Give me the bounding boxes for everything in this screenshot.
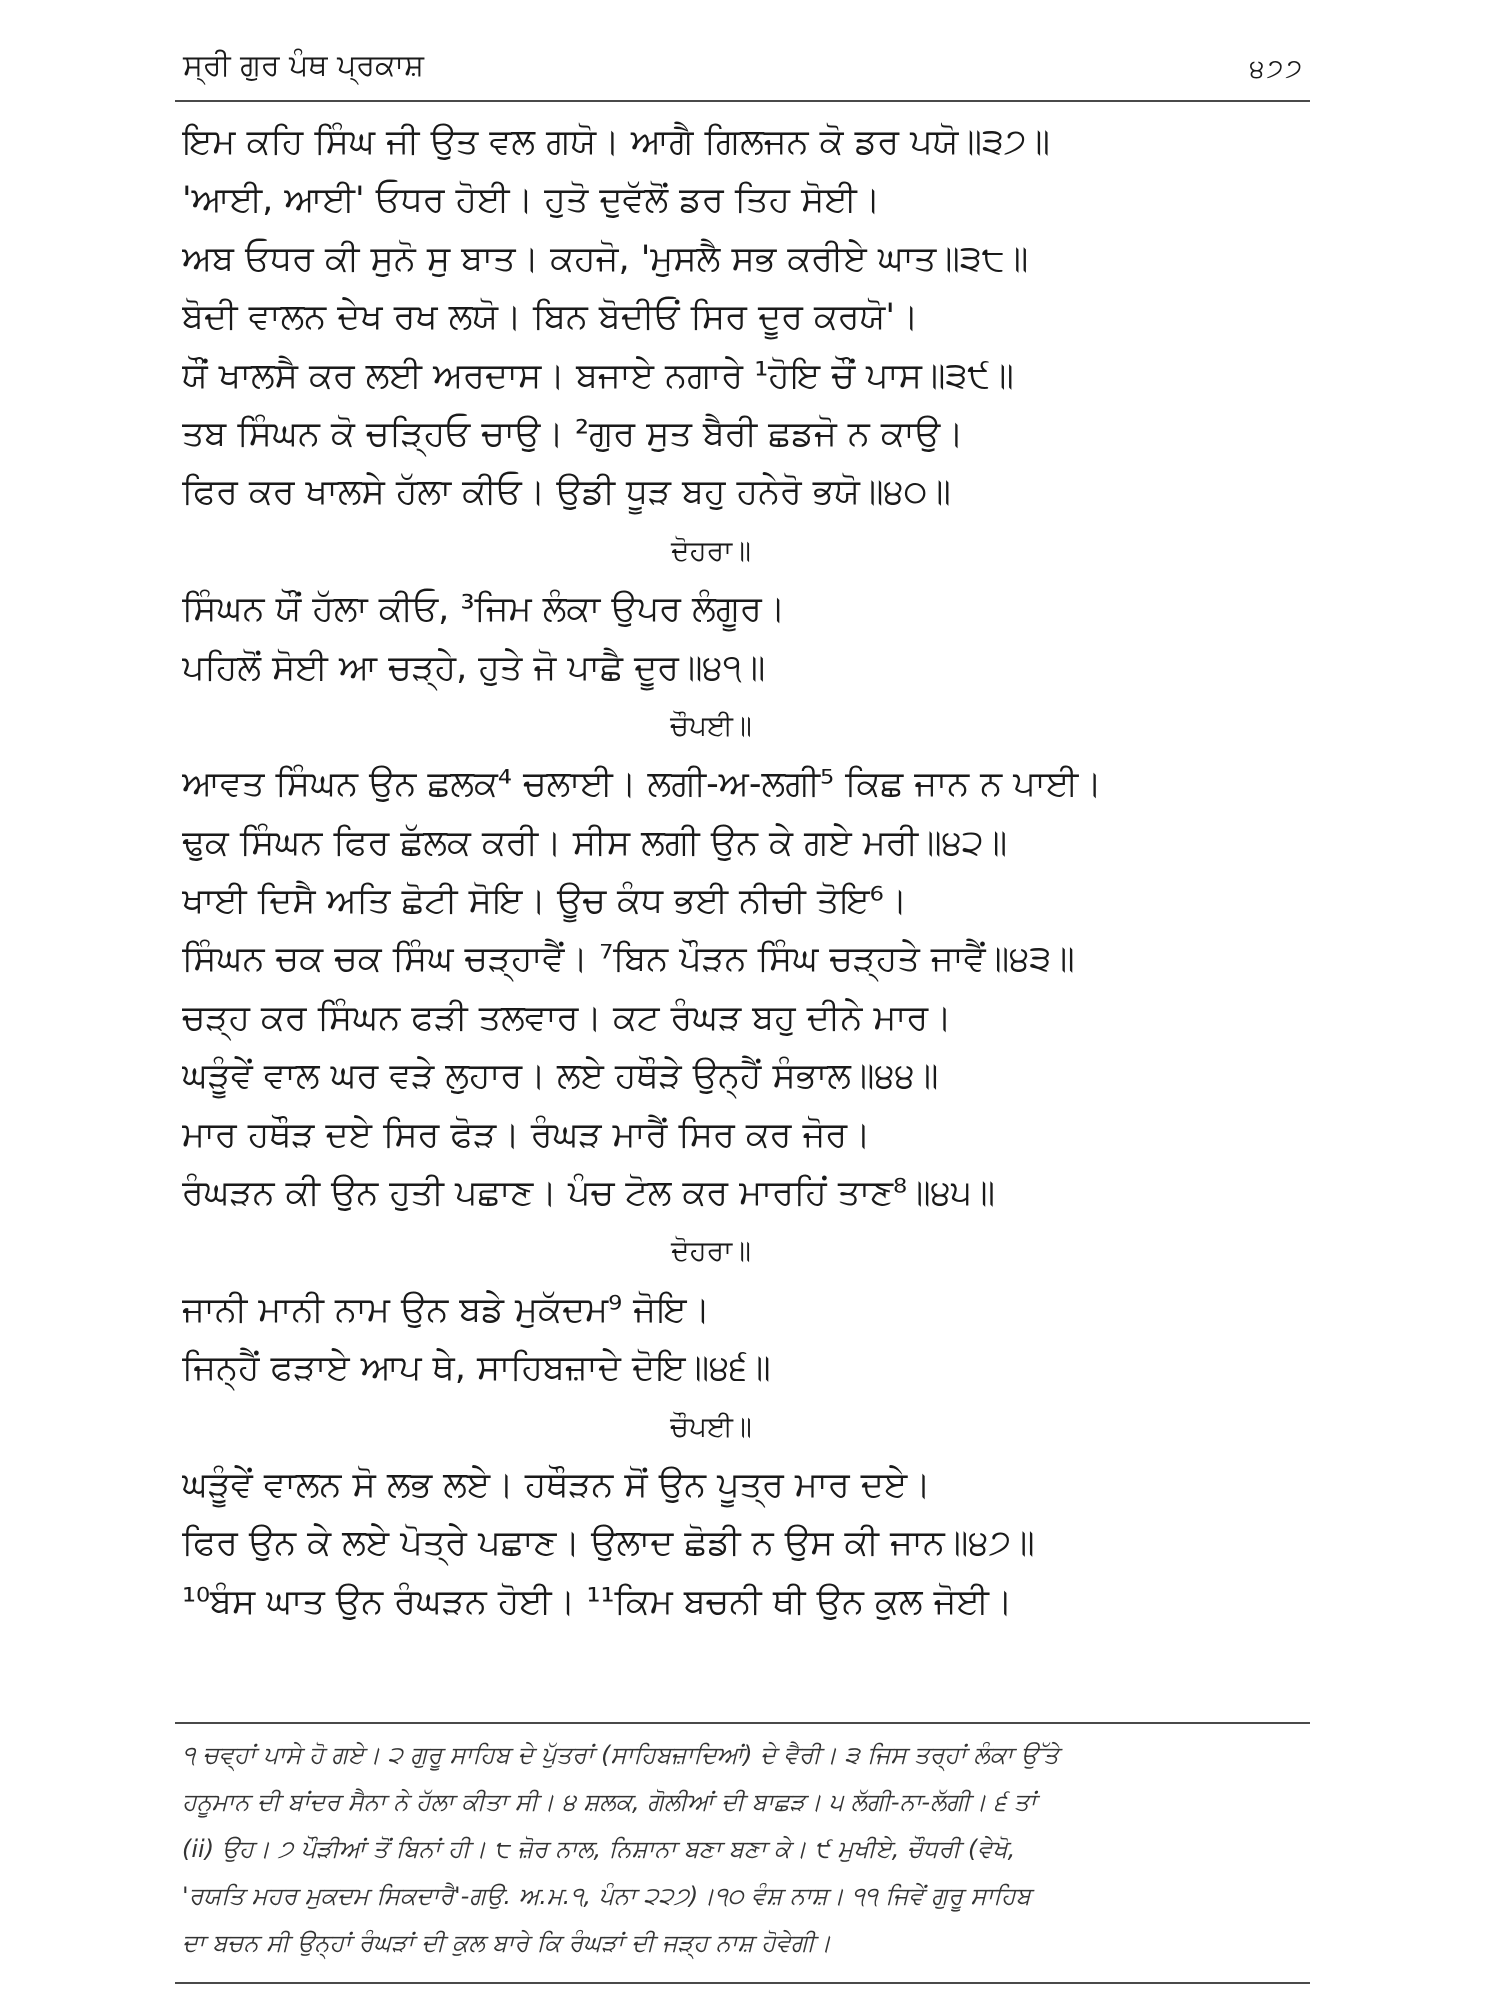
footnote-line: ੧ ਚਵ੍ਹਾਂ ਪਾਸੇ ਹੋ ਗਏ। ੨ ਗੁਰੂ ਸਾਹਿਬ ਦੇ ਪੁੱਤਰਾਂ (ਸਾਹਿਬਜ਼ਾਦਿਆਂ) ਦੇ ਵੈਰੀ। ੩ ਜਿਸ ਤਰ੍ਹਾਂ ਲੰਕਾ ਉੱਤੇ <box>182 1741 1059 1769</box>
verse-line: ਖਾਈ ਦਿਸੈ ਅਤਿ ਛੋਟੀ ਸੋਇ। ਊਚ ਕੰਧ ਭਈ ਨੀਚੀ ਤੋਇ⁶। <box>182 881 908 922</box>
verse-line: ਅਬ ਓਧਰ ਕੀ ਸੁਨੋ ਸੁ ਬਾਤ। ਕਹਜੋ, 'ਮੁਸਲੈ ਸਭ ਕਰੀਏ ਘਾਤ॥੩੮॥ <box>182 238 1029 279</box>
bottom-divider <box>175 1982 1310 1984</box>
verse-line: ਜਾਨੀ ਮਾਨੀ ਨਾਮ ਉਨ ਬਡੇ ਮੁਕੱਦਮ⁹ ਜੋਇ। <box>182 1289 711 1330</box>
verse-line: ਫਿਰ ਉਨ ਕੇ ਲਏ ਪੋਤ੍ਰੇ ਪਛਾਣ। ਉਲਾਦ ਛੋਡੀ ਨ ਉਸ ਕੀ ਜਾਨ॥੪੭॥ <box>182 1523 1035 1564</box>
verse-line: ¹⁰ਬੰਸ ਘਾਤ ਉਨ ਰੰਘੜਨ ਹੋਈ। ¹¹ਕਿਮ ਬਚਨੀ ਥੀ ਉਨ ਕੁਲ ਜੋਈ। <box>182 1581 1013 1622</box>
footnote-line: (ii) ਉਹ। ੭ ਪੌੜੀਆਂ ਤੋਂ ਬਿਨਾਂ ਹੀ। ੮ ਜ਼ੋਰ ਨਾਲ, ਨਿਸ਼ਾਨਾ ਬਣਾ ਬਣਾ ਕੇ। ੯ ਮੁਖੀਏ, ਚੌਧਰੀ (ਵੇਖੋ, <box>182 1835 1016 1863</box>
section-heading: ਦੋਹਰਾ॥ <box>671 533 751 567</box>
verse-line: ਯੌਂ ਖਾਲਸੈ ਕਰ ਲਈ ਅਰਦਾਸ। ਬਜਾਏ ਨਗਾਰੇ ¹ਹੋਇ ਚੌਂ ਪਾਸ॥੩੯॥ <box>182 355 1014 396</box>
verse-line: ਰੰਘੜਨ ਕੀ ਉਨ ਹੁਤੀ ਪਛਾਣ। ਪੰਚ ਟੋਲ ਕਰ ਮਾਰਹਿਂ ਤਾਣ⁸॥੪੫॥ <box>182 1173 996 1214</box>
footnote-divider <box>175 1722 1310 1724</box>
verse-line: ਸਿੰਘਨ ਚਕ ਚਕ ਸਿੰਘ ਚੜ੍ਹਾਵੈਂ। ⁷ਬਿਨ ਪੌੜਨ ਸਿੰਘ ਚੜ੍ਹਤੇ ਜਾਵੈਂ॥੪੩॥ <box>182 939 1075 980</box>
verse-line: ਪਹਿਲੋਂ ਸੋਈ ਆ ਚੜ੍ਹੇ, ਹੁਤੇ ਜੋ ਪਾਛੈ ਦੂਰ॥੪੧॥ <box>182 647 766 688</box>
section-heading: ਚੌਪਈ॥ <box>670 708 752 742</box>
verse-line: ਚੜ੍ਹ ਕਰ ਸਿੰਘਨ ਫੜੀ ਤਲਵਾਰ। ਕਟ ਰੰਘੜ ਬਹੁ ਦੀਨੇ ਮਾਰ। <box>182 997 952 1038</box>
page-header <box>175 40 1310 100</box>
verse-line: ਇਮ ਕਹਿ ਸਿੰਘ ਜੀ ਉਤ ਵਲ ਗਯੋ। ਆਗੈ ਗਿਲਜਨ ਕੋ ਡਰ ਪਯੋ॥੩੭॥ <box>182 122 1050 162</box>
section-heading: ਦੋਹਰਾ॥ <box>671 1234 751 1268</box>
verse-line: ਢੁਕ ਸਿੰਘਨ ਫਿਰ ਛੱਲਕ ਕਰੀ। ਸੀਸ ਲਗੀ ਉਨ ਕੇ ਗਏ ਮਰੀ॥੪੨॥ <box>182 822 1008 863</box>
verse-line: ਜਿਨ੍ਹੈਂ ਫੜਾਏ ਆਪ ਥੇ, ਸਾਹਿਬਜ਼ਾਦੇ ਦੋਇ॥੪੬॥ <box>182 1348 771 1389</box>
footnote-line: ਹਨੂਮਾਨ ਦੀ ਬਾਂਦਰ ਸੈਨਾ ਨੇ ਹੱਲਾ ਕੀਤਾ ਸੀ। ੪ ਸ਼ਲਕ, ਗੋਲੀਆਂ ਦੀ ਬਾਛੜ। ੫ ਲੱਗੀ-ਨਾ-ਲੱਗੀ। ੬ ਤਾਂ <box>182 1788 1037 1816</box>
verse-body <box>182 113 1310 1631</box>
verse-line: ਘੜੂੰਵੇਂ ਵਾਲ ਘਰ ਵੜੇ ਲੁਹਾਰ। ਲਏ ਹਥੌੜੇ ਉਨ੍ਹੈਂ ਸੰਭਾਲ॥੪੪॥ <box>182 1056 939 1097</box>
header-divider <box>175 100 1310 102</box>
verse-line: ਆਵਤ ਸਿੰਘਨ ਉਨ ਛਲਕ⁴ ਚਲਾਈ। ਲਗੀ-ਅ-ਲਗੀ⁵ ਕਿਛ ਜਾਨ ਨ ਪਾਈ। <box>182 764 1102 805</box>
verse-line: 'ਆਈ, ਆਈ' ਓਧਰ ਹੋਈ। ਹੁਤੋ ਦੁਵੱਲੋਂ ਡਰ ਤਿਹ ਸੋਈ। <box>182 180 881 221</box>
verse-line: ਫਿਰ ਕਰ ਖਾਲਸੇ ਹੱਲਾ ਕੀਓ। ਉਡੀ ਧੂੜ ਬਹੁ ਹਨੇਰੋ ਭਯੋ॥੪੦॥ <box>182 472 951 513</box>
footnote-line: 'ਰਯਤਿ ਮਹਰ ਮੁਕਦਮ ਸਿਕਦਾਰੈ'-ਗਉ. ਅ.ਮ.੧, ਪੰਨਾ ੨੨੭)।੧੦ ਵੰਸ਼ ਨਾਸ਼। ੧੧ ਜਿਵੇਂ ਗੁਰੂ ਸਾਹਿਬ <box>182 1882 1031 1910</box>
verse-line: ਬੋਦੀ ਵਾਲਨ ਦੇਖ ਰਖ ਲਯੋ। ਬਿਨ ਬੋਦੀਓਂ ਸਿਰ ਦੂਰ ਕਰਯੋ'। <box>182 297 919 338</box>
verse-line: ਮਾਰ ਹਥੌੜ ਦਏ ਸਿਰ ਫੋੜ। ਰੰਘੜ ਮਾਰੈਂ ਸਿਰ ਕਰ ਜੋਰ। <box>182 1114 871 1155</box>
footnotes <box>182 1732 1307 1967</box>
section-heading: ਚੌਪਈ॥ <box>670 1409 752 1443</box>
book-title: ਸ੍ਰੀ ਗੁਰ ਪੰਥ ਪ੍ਰਕਾਸ਼ <box>183 48 425 83</box>
verse-line: ਘੜੂੰਵੇਂ ਵਾਲਨ ਸੋ ਲਭ ਲਏ। ਹਥੌੜਨ ਸੋਂ ਉਨ ਪੂਤ੍ਰ ਮਾਰ ਦਏ। <box>182 1464 931 1505</box>
footnote-line: ਦਾ ਬਚਨ ਸੀ ਉਨ੍ਹਾਂ ਰੰਘੜਾਂ ਦੀ ਕੁਲ ਬਾਰੇ ਕਿ ਰੰਘੜਾਂ ਦੀ ਜੜ੍ਹ ਨਾਸ਼ ਹੋਵੇਗੀ। <box>182 1929 831 1957</box>
verse-line: ਸਿੰਘਨ ਯੌਂ ਹੱਲਾ ਕੀਓ, ³ਜਿਮ ਲੰਕਾ ਉਪਰ ਲੰਗੂਰ। <box>182 589 786 630</box>
verse-line: ਤਬ ਸਿੰਘਨ ਕੋ ਚੜ੍ਹਿਓ ਚਾਉ। ²ਗੁਰ ਸੁਤ ਬੈਰੀ ਛਡਜੋ ਨ ਕਾਉ। <box>182 413 964 454</box>
page-number: ੪੭੭ <box>1249 54 1304 84</box>
